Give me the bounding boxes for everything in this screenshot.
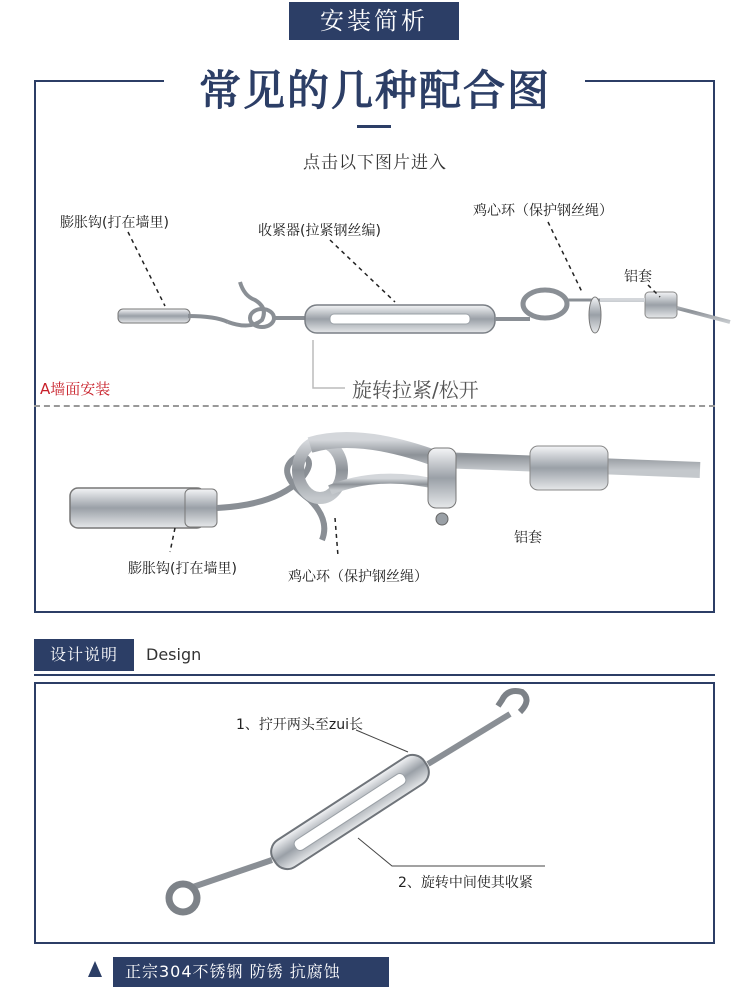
- section-divider: [34, 405, 715, 407]
- page-title: 常见的几种配合图: [198, 66, 551, 115]
- leader-lines-a: [128, 222, 660, 306]
- click-hint[interactable]: 点击以下图片进入: [303, 153, 447, 173]
- label-rotate: 旋转拉紧/松开: [352, 378, 479, 402]
- label-sleeve-a: 铝套: [624, 269, 652, 285]
- section-badge: 安装简析: [289, 2, 459, 40]
- label-wall-mount[interactable]: A墙面安装: [40, 380, 111, 398]
- label-expansion-hook-a: 膨胀钩(打在墙里): [60, 215, 169, 231]
- label-turnbuckle: 收紧器(拉紧钢丝编): [258, 223, 381, 239]
- label-thimble-a: 鸡心环（保护钢丝绳）: [473, 203, 613, 219]
- label-expansion-hook-b: 膨胀钩(打在墙里): [128, 561, 237, 577]
- label-thimble-b: 鸡心环（保护钢丝绳）: [288, 569, 428, 585]
- assembly-b[interactable]: [70, 440, 700, 540]
- material-banner: 正宗304不锈钢 防锈 抗腐蚀: [113, 957, 389, 987]
- label-sleeve-b: 铝套: [514, 530, 542, 546]
- design-step-1: 1、拧开两头至zui长: [236, 717, 364, 733]
- design-badge: 设计说明: [34, 639, 134, 671]
- design-frame: [34, 682, 715, 944]
- design-step-2: 2、旋转中间使其收紧: [398, 875, 533, 891]
- design-rule: [34, 674, 715, 676]
- rotate-indicator-line: [313, 340, 345, 388]
- assembly-a[interactable]: [118, 282, 730, 333]
- triangle-icon: [88, 961, 102, 977]
- design-badge-en: Design: [146, 645, 202, 664]
